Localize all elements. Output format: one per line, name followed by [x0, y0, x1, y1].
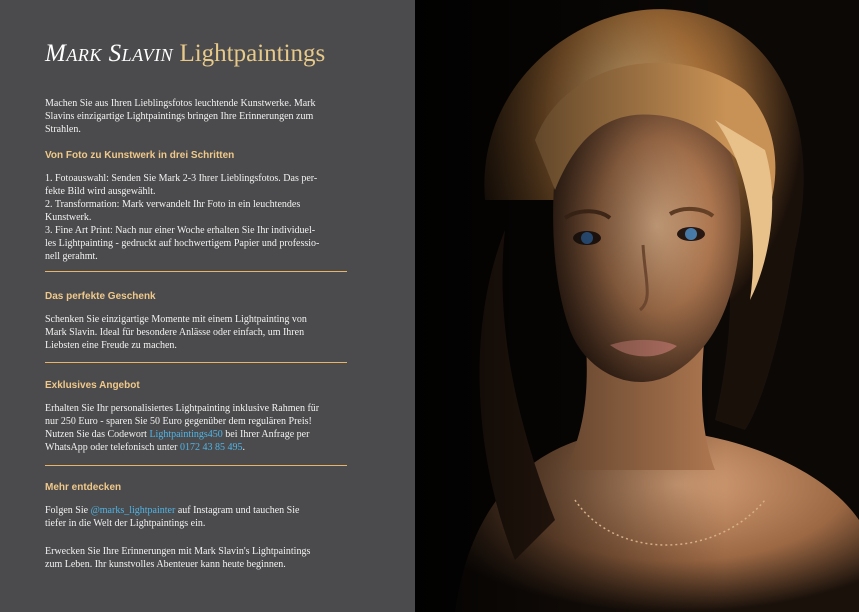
steps-paragraph [45, 172, 355, 263]
gift-line: Schenken Sie einzigartige Momente mit einem Lightpainting von [45, 314, 307, 325]
steps-line: 1. Fotoauswahl: Senden Sie Mark 2-3 Ihrer Lieblingsfotos. Das per- [45, 173, 318, 184]
discover-heading: Mehr entdecken [45, 482, 122, 493]
closing-line: Erwecken Sie Ihre Erinnerungen mit Mark Slavin's Lightpaintings [45, 546, 311, 557]
offer-line: Erhalten Sie Ihr personalisiertes Lightpainting inklusive Rahmen für [45, 403, 320, 414]
offer-line [45, 441, 355, 454]
offer-text: Nutzen Sie das Codewort [45, 429, 150, 440]
offer-text: WhatsApp oder telefonisch unter [45, 442, 180, 453]
discover-text: auf Instagram und tauchen Sie [175, 505, 300, 516]
discover-line: tiefer in die Welt der Lightpaintings ein. [45, 518, 206, 529]
instagram-link[interactable]: @marks_lightpainter [90, 505, 176, 516]
intro-line: Slavins einzigartige Lightpaintings bringen Ihre Erinnerungen zum [45, 111, 314, 122]
discover-line [45, 504, 355, 517]
steps-line: nell gerahmt. [45, 251, 98, 262]
page-title [45, 40, 325, 68]
gift-heading: Das perfekte Geschenk [45, 291, 156, 302]
intro-line: Strahlen. [45, 124, 81, 135]
offer-heading: Exklusives Angebot [45, 380, 140, 391]
gift-paragraph [45, 313, 355, 352]
closing-paragraph [45, 545, 355, 571]
steps-line: 2. Transformation: Mark verwandelt Ihr Foto in ein leuchtendes [45, 199, 301, 210]
steps-line: fekte Bild wird ausgewählt. [45, 186, 156, 197]
brand-name: Mark Slavin [45, 40, 174, 67]
portrait-artwork [415, 0, 859, 612]
intro-paragraph [45, 97, 355, 136]
steps-line: les Lightpainting - gedruckt auf hochwertigem Papier und professio- [45, 238, 320, 249]
section-divider [45, 362, 347, 363]
phone-link[interactable]: 0172 43 85 495 [179, 442, 243, 453]
offer-text: . [242, 442, 245, 453]
offer-line: nur 250 Euro - sparen Sie 50 Euro gegenüber dem regulären Preis! [45, 416, 312, 427]
offer-paragraph [45, 402, 355, 454]
section-divider [45, 465, 347, 466]
text-panel [0, 0, 415, 612]
portrait-lightpainting [415, 0, 859, 612]
gift-line: Liebsten eine Freude zu machen. [45, 340, 177, 351]
section-divider [45, 271, 347, 272]
offer-text: bei Ihrer Anfrage per [222, 429, 310, 440]
gift-line: Mark Slavin. Ideal für besondere Anlässe oder einfach, um Ihren [45, 327, 305, 338]
discover-paragraph [45, 504, 355, 530]
promo-code: Lightpaintings450 [149, 429, 223, 440]
discover-text: Folgen Sie [45, 505, 91, 516]
product-name: Lightpaintings [179, 40, 326, 67]
steps-line: 3. Fine Art Print: Nach nur einer Woche erhalten Sie Ihr individuel- [45, 225, 316, 236]
closing-line: zum Leben. Ihr kunstvolles Abenteuer kann heute beginnen. [45, 559, 286, 570]
offer-line [45, 428, 355, 441]
steps-heading: Von Foto zu Kunstwerk in drei Schritten [45, 150, 235, 161]
steps-line: Kunstwerk. [45, 212, 92, 223]
intro-line: Machen Sie aus Ihren Lieblingsfotos leuchtende Kunstwerke. Mark [45, 98, 316, 109]
